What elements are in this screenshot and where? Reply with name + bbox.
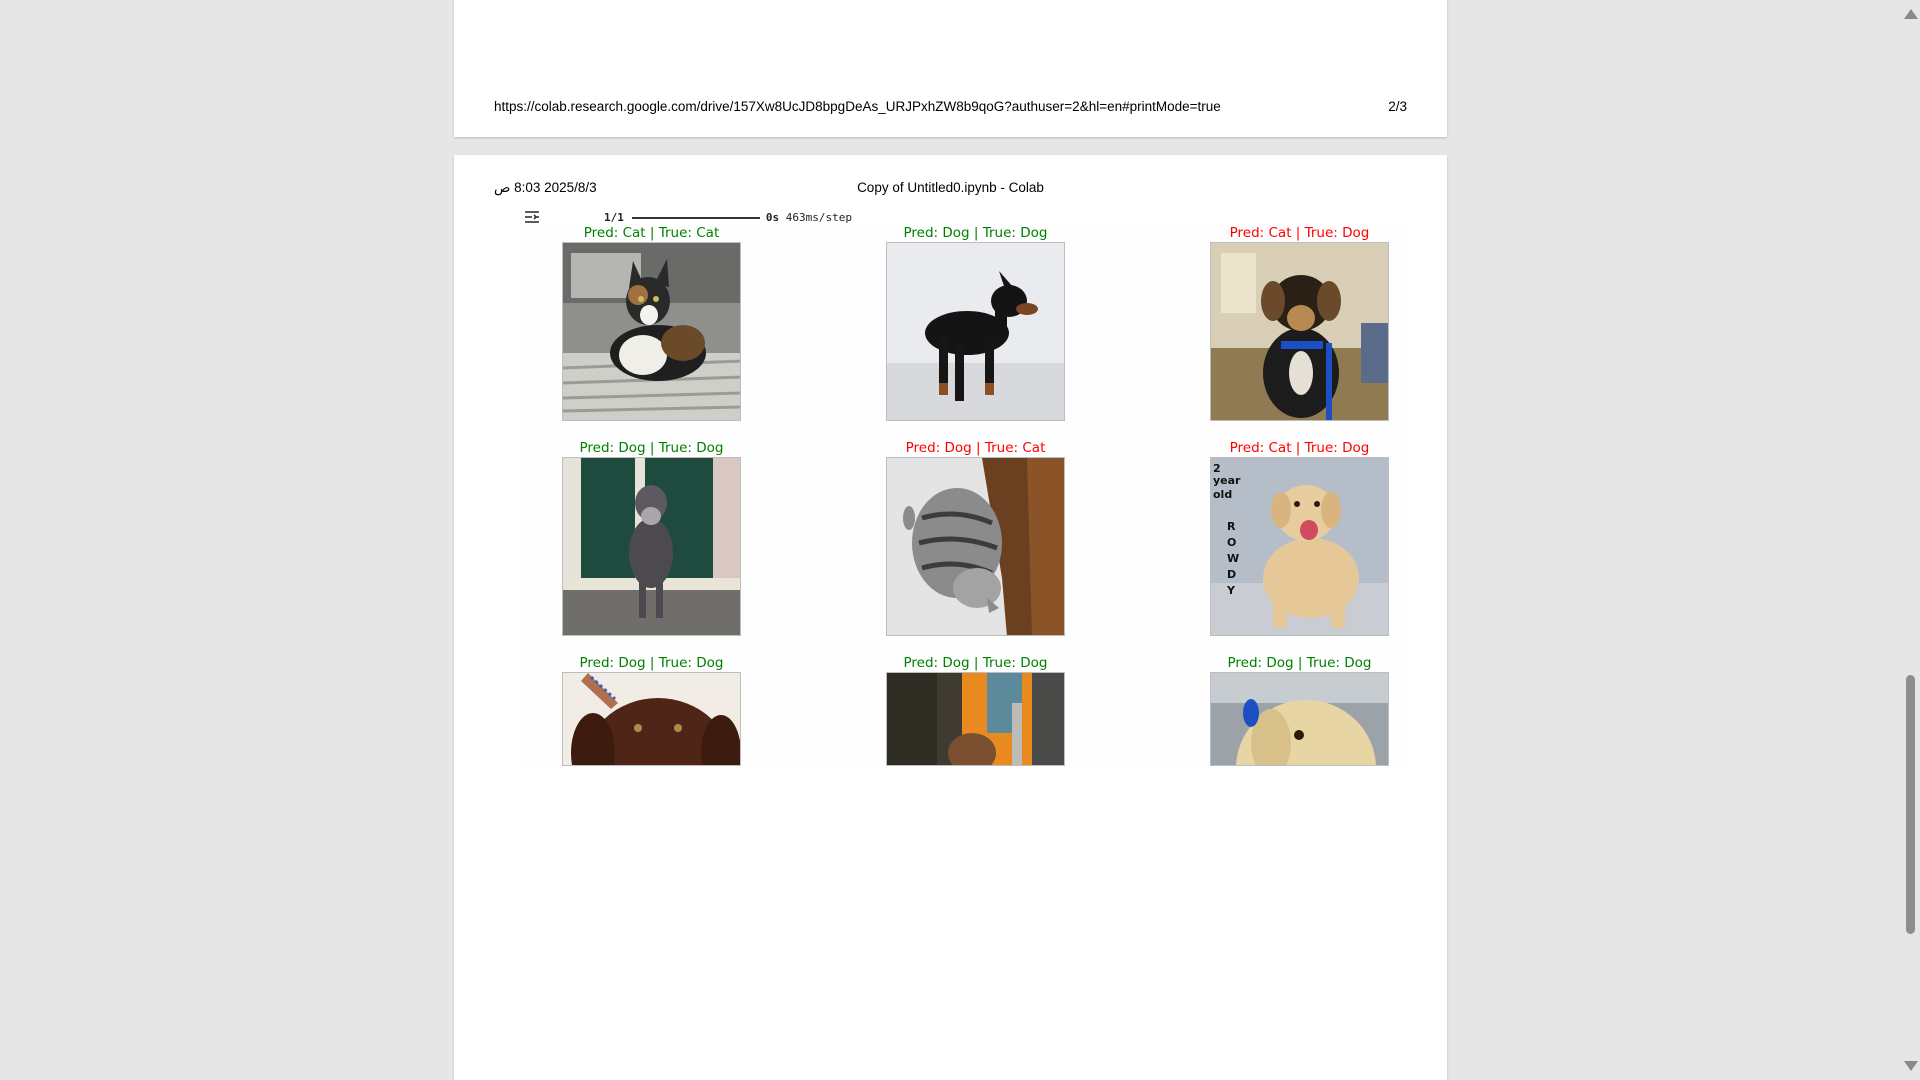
prediction-label: Pred: Cat | True: Dog <box>1229 440 1370 456</box>
black-tan-dog-image <box>886 242 1065 421</box>
prediction-label: Pred: Dog | True: Cat <box>905 440 1046 456</box>
scrollbar-thumb[interactable] <box>1906 675 1915 934</box>
page-footer-url: https://colab.research.google.com/drive/157Xw8UcJD8bpgDeAs_URJPxhZW8b9qoG?authuser=2&hl=en#printMode=true <box>494 99 1221 114</box>
prediction-label: Pred: Dog | True: Dog <box>903 655 1048 671</box>
arrow-up-icon[interactable] <box>1904 9 1918 19</box>
progress-time: 0s <box>765 210 780 224</box>
prediction-label: Pred: Cat | True: Cat <box>583 225 720 241</box>
page-header-date: 2025/8/3 8:03 ص <box>494 180 597 195</box>
svg-text:W: W <box>1227 552 1240 565</box>
golden-dog-image <box>1210 672 1389 766</box>
svg-text:Y: Y <box>1227 584 1235 597</box>
dog-orange-jacket-image <box>886 672 1065 766</box>
output-collapse-icon[interactable] <box>523 208 541 226</box>
prediction-label: Pred: Dog | True: Dog <box>579 440 724 456</box>
prediction-grid <box>524 225 1404 768</box>
schnauzer-image <box>562 457 741 636</box>
labrador-rowdy-image <box>1210 457 1389 636</box>
brown-lab-image <box>562 672 741 766</box>
pdf-page-current <box>454 155 1447 1080</box>
svg-text:old: old <box>1213 488 1233 501</box>
page-footer-number: 2/3 <box>1388 99 1407 114</box>
page-header-title: Copy of Untitled0.ipynb - Colab <box>857 180 1044 195</box>
progress-bar <box>632 217 760 219</box>
prediction-label: Pred: Cat | True: Dog <box>1229 225 1370 241</box>
svg-text:R: R <box>1227 520 1236 533</box>
svg-text:2: 2 <box>1213 462 1221 475</box>
svg-text:D: D <box>1227 568 1237 581</box>
arrow-down-icon[interactable] <box>1904 1061 1918 1071</box>
dog-blue-collar-image <box>1210 242 1389 421</box>
prediction-label: Pred: Dog | True: Dog <box>1227 655 1372 671</box>
cell-output-progress <box>523 207 852 227</box>
prediction-label: Pred: Dog | True: Dog <box>579 655 724 671</box>
vertical-scrollbar[interactable] <box>1900 0 1920 1080</box>
tabby-cat-image <box>886 457 1065 636</box>
progress-count: 1/1 <box>603 210 624 224</box>
calico-cat-image <box>562 242 741 421</box>
pdf-page-previous <box>454 0 1447 137</box>
svg-text:O: O <box>1227 536 1237 549</box>
prediction-label: Pred: Dog | True: Dog <box>903 225 1048 241</box>
svg-text:year: year <box>1213 474 1241 487</box>
progress-rate: 463ms/step <box>785 210 852 224</box>
